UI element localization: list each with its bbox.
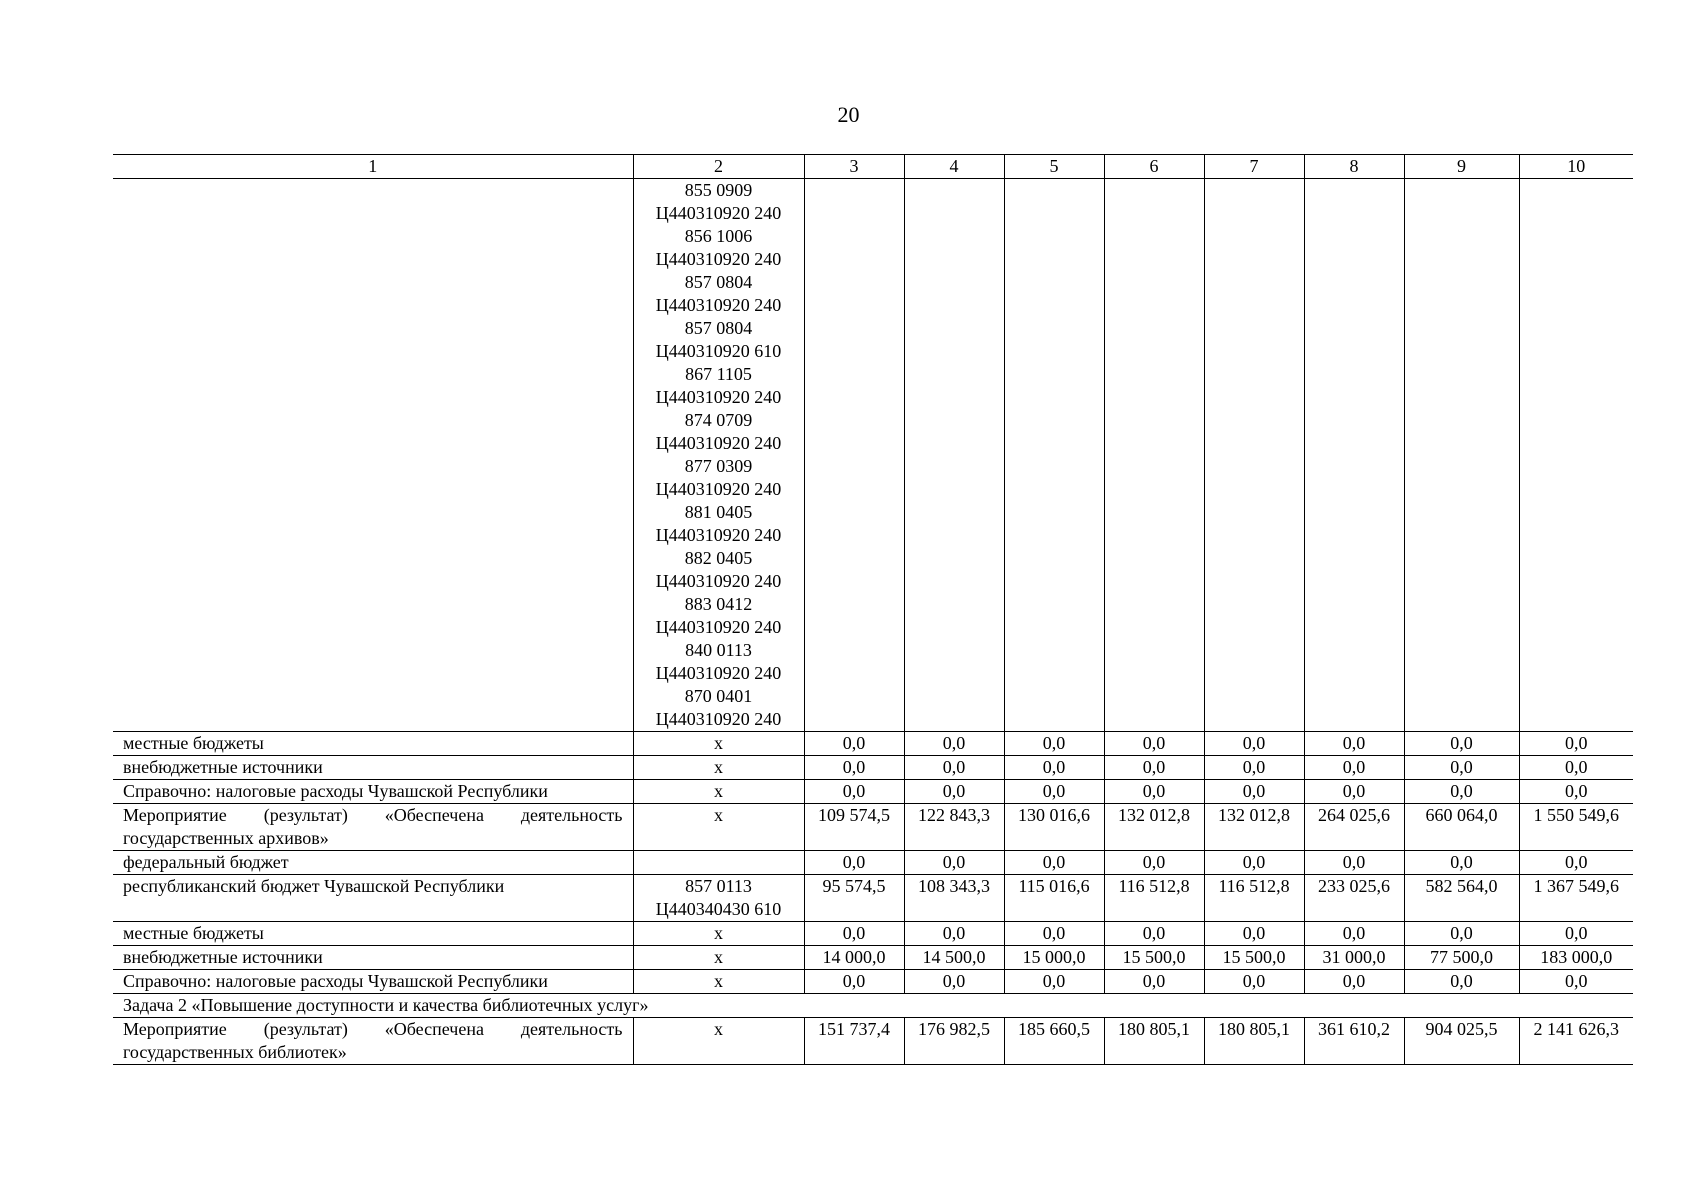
amount-cell: 0,0 xyxy=(804,970,904,994)
amount-cell: 116 512,8 xyxy=(1204,875,1304,922)
empty-value-cell xyxy=(1519,179,1633,732)
budget-table xyxy=(113,154,1633,1065)
budget-code-cell: х xyxy=(633,922,804,946)
amount-cell: 151 737,4 xyxy=(804,1018,904,1065)
amount-cell: 0,0 xyxy=(804,851,904,875)
table-row xyxy=(113,804,1633,851)
amount-cell: 0,0 xyxy=(1004,780,1104,804)
row-label: местные бюджеты xyxy=(113,922,633,946)
row-label: внебюджетные источники xyxy=(113,946,633,970)
amount-cell: 15 500,0 xyxy=(1104,946,1204,970)
amount-cell: 0,0 xyxy=(1404,922,1519,946)
table-row xyxy=(113,756,1633,780)
task-title: Задача 2 «Повышение доступности и качества библиотечных услуг» xyxy=(113,994,1633,1018)
amount-cell: 130 016,6 xyxy=(1004,804,1104,851)
empty-value-cell xyxy=(1204,179,1304,732)
budget-code: Ц440310920 240 xyxy=(655,479,782,499)
table-row xyxy=(113,970,1633,994)
table-row xyxy=(113,875,1633,922)
amount-cell: 0,0 xyxy=(1004,756,1104,780)
budget-code: Ц440310920 240 xyxy=(655,249,782,269)
budget-code: 857 0804 xyxy=(684,318,753,338)
table-row xyxy=(113,1018,1633,1065)
amount-cell: 1 550 549,6 xyxy=(1519,804,1633,851)
amount-cell: 0,0 xyxy=(1519,970,1633,994)
amount-cell: 0,0 xyxy=(1519,922,1633,946)
table-row xyxy=(113,732,1633,756)
column-number: 9 xyxy=(1404,155,1519,179)
row-label: федеральный бюджет xyxy=(113,851,633,875)
column-number: 3 xyxy=(804,155,904,179)
budget-code: Ц440340430 610 xyxy=(655,899,782,919)
amount-cell: 183 000,0 xyxy=(1519,946,1633,970)
budget-code-cell: х xyxy=(633,756,804,780)
amount-cell: 1 367 549,6 xyxy=(1519,875,1633,922)
amount-cell: 660 064,0 xyxy=(1404,804,1519,851)
amount-cell: 0,0 xyxy=(1204,756,1304,780)
amount-cell: 0,0 xyxy=(1304,922,1404,946)
row-label: внебюджетные источники xyxy=(113,756,633,780)
column-number: 1 xyxy=(113,155,633,179)
amount-cell: 180 805,1 xyxy=(1104,1018,1204,1065)
empty-value-cell xyxy=(804,179,904,732)
column-number: 4 xyxy=(904,155,1004,179)
table-row xyxy=(113,922,1633,946)
row-label: республиканский бюджет Чувашской Республики xyxy=(113,875,633,922)
table-row xyxy=(113,780,1633,804)
budget-code: 856 1006 xyxy=(684,226,753,246)
column-number: 6 xyxy=(1104,155,1204,179)
empty-value-cell xyxy=(1004,179,1104,732)
task-row xyxy=(113,994,1633,1018)
amount-cell: 0,0 xyxy=(904,756,1004,780)
amount-cell: 904 025,5 xyxy=(1404,1018,1519,1065)
amount-cell: 0,0 xyxy=(1519,851,1633,875)
budget-code: Ц440310920 240 xyxy=(655,525,782,545)
row-label: Справочно: налоговые расходы Чувашской Республики xyxy=(113,970,633,994)
budget-code: 857 0113 xyxy=(685,876,752,896)
amount-cell: 0,0 xyxy=(1004,732,1104,756)
amount-cell: 0,0 xyxy=(804,756,904,780)
amount-cell: 0,0 xyxy=(1204,780,1304,804)
amount-cell: 15 500,0 xyxy=(1204,946,1304,970)
amount-cell: 0,0 xyxy=(1104,756,1204,780)
amount-cell: 0,0 xyxy=(1404,851,1519,875)
budget-code-cell: х xyxy=(633,780,804,804)
amount-cell: 233 025,6 xyxy=(1304,875,1404,922)
amount-cell: 0,0 xyxy=(1404,970,1519,994)
amount-cell: 0,0 xyxy=(1004,970,1104,994)
budget-code: 882 0405 xyxy=(684,548,753,568)
budget-code: 857 0804 xyxy=(684,272,753,292)
amount-cell: 0,0 xyxy=(1104,732,1204,756)
amount-cell: 0,0 xyxy=(904,851,1004,875)
amount-cell: 14 500,0 xyxy=(904,946,1004,970)
amount-cell: 0,0 xyxy=(1204,851,1304,875)
amount-cell: 0,0 xyxy=(1304,756,1404,780)
table-row xyxy=(113,851,1633,875)
budget-code: 855 0909 xyxy=(684,180,753,200)
amount-cell: 176 982,5 xyxy=(904,1018,1004,1065)
column-number: 2 xyxy=(633,155,804,179)
budget-code: Ц440310920 240 xyxy=(655,571,782,591)
amount-cell: 185 660,5 xyxy=(1004,1018,1104,1065)
empty-value-cell xyxy=(1104,179,1204,732)
budget-code: 870 0401 xyxy=(684,686,753,706)
budget-code: 874 0709 xyxy=(684,410,753,430)
budget-code: 867 1105 xyxy=(685,364,752,384)
amount-cell: 0,0 xyxy=(804,732,904,756)
empty-value-cell xyxy=(1404,179,1519,732)
amount-cell: 0,0 xyxy=(1204,732,1304,756)
table-header-row xyxy=(113,155,1633,179)
amount-cell: 14 000,0 xyxy=(804,946,904,970)
column-number: 10 xyxy=(1519,155,1633,179)
archives-rows xyxy=(113,732,1633,994)
empty-label-cell xyxy=(113,179,633,732)
amount-cell: 0,0 xyxy=(904,780,1004,804)
codes-row xyxy=(113,179,1633,732)
amount-cell: 0,0 xyxy=(1104,780,1204,804)
budget-code-cell: х xyxy=(633,970,804,994)
row-label: Мероприятие (результат) «Обеспечена деятельность государственных архивов» xyxy=(113,804,633,851)
budget-code: Ц440310920 240 xyxy=(655,433,782,453)
amount-cell: 0,0 xyxy=(1004,922,1104,946)
amount-cell: 0,0 xyxy=(1104,922,1204,946)
amount-cell: 582 564,0 xyxy=(1404,875,1519,922)
amount-cell: 132 012,8 xyxy=(1104,804,1204,851)
budget-code: Ц440310920 240 xyxy=(655,387,782,407)
amount-cell: 0,0 xyxy=(1304,851,1404,875)
column-number: 5 xyxy=(1004,155,1104,179)
row-label: Мероприятие (результат) «Обеспечена деятельность государственных библиотек» xyxy=(113,1018,633,1065)
table-row xyxy=(113,946,1633,970)
amount-cell: 361 610,2 xyxy=(1304,1018,1404,1065)
budget-code: 881 0405 xyxy=(684,502,753,522)
budget-code: 840 0113 xyxy=(685,640,752,660)
amount-cell: 77 500,0 xyxy=(1404,946,1519,970)
column-number: 8 xyxy=(1304,155,1404,179)
amount-cell: 0,0 xyxy=(1404,732,1519,756)
budget-code: Ц440310920 240 xyxy=(655,617,782,637)
budget-code: Ц440310920 240 xyxy=(655,709,782,729)
budget-code-cell: х xyxy=(633,1018,804,1065)
amount-cell: 0,0 xyxy=(1519,756,1633,780)
amount-cell: 0,0 xyxy=(1204,922,1304,946)
amount-cell: 0,0 xyxy=(1304,732,1404,756)
amount-cell: 122 843,3 xyxy=(904,804,1004,851)
budget-code: 877 0309 xyxy=(684,456,753,476)
empty-value-cell xyxy=(1304,179,1404,732)
amount-cell: 31 000,0 xyxy=(1304,946,1404,970)
amount-cell: 0,0 xyxy=(904,732,1004,756)
amount-cell: 0,0 xyxy=(1304,780,1404,804)
empty-value-cell xyxy=(904,179,1004,732)
budget-code-cell xyxy=(633,851,804,875)
page-number: 20 xyxy=(837,102,860,127)
amount-cell: 0,0 xyxy=(804,922,904,946)
amount-cell: 0,0 xyxy=(904,970,1004,994)
budget-code: Ц440310920 240 xyxy=(655,295,782,315)
budget-code: Ц440310920 240 xyxy=(655,203,782,223)
row-label: Справочно: налоговые расходы Чувашской Республики xyxy=(113,780,633,804)
amount-cell: 108 343,3 xyxy=(904,875,1004,922)
budget-code: Ц440310920 240 xyxy=(655,663,782,683)
amount-cell: 0,0 xyxy=(1004,851,1104,875)
budget-code: Ц440310920 610 xyxy=(655,341,782,361)
amount-cell: 115 016,6 xyxy=(1004,875,1104,922)
amount-cell: 0,0 xyxy=(1304,970,1404,994)
amount-cell: 0,0 xyxy=(804,780,904,804)
amount-cell: 264 025,6 xyxy=(1304,804,1404,851)
budget-code-cell: х xyxy=(633,732,804,756)
amount-cell: 0,0 xyxy=(1404,780,1519,804)
amount-cell: 95 574,5 xyxy=(804,875,904,922)
amount-cell: 0,0 xyxy=(1404,756,1519,780)
amount-cell: 0,0 xyxy=(1519,780,1633,804)
budget-code: 883 0412 xyxy=(684,594,753,614)
budget-codes-cell xyxy=(633,179,804,732)
budget-code-cell xyxy=(633,875,804,922)
amount-cell: 0,0 xyxy=(1104,851,1204,875)
libraries-rows xyxy=(113,1018,1633,1065)
budget-code-cell: х xyxy=(633,946,804,970)
amount-cell: 15 000,0 xyxy=(1004,946,1104,970)
amount-cell: 0,0 xyxy=(1519,732,1633,756)
amount-cell: 109 574,5 xyxy=(804,804,904,851)
column-number: 7 xyxy=(1204,155,1304,179)
amount-cell: 180 805,1 xyxy=(1204,1018,1304,1065)
amount-cell: 0,0 xyxy=(1104,970,1204,994)
amount-cell: 116 512,8 xyxy=(1104,875,1204,922)
amount-cell: 132 012,8 xyxy=(1204,804,1304,851)
amount-cell: 0,0 xyxy=(1204,970,1304,994)
amount-cell: 2 141 626,3 xyxy=(1519,1018,1633,1065)
row-label: местные бюджеты xyxy=(113,732,633,756)
budget-code-cell: х xyxy=(633,804,804,851)
amount-cell: 0,0 xyxy=(904,922,1004,946)
